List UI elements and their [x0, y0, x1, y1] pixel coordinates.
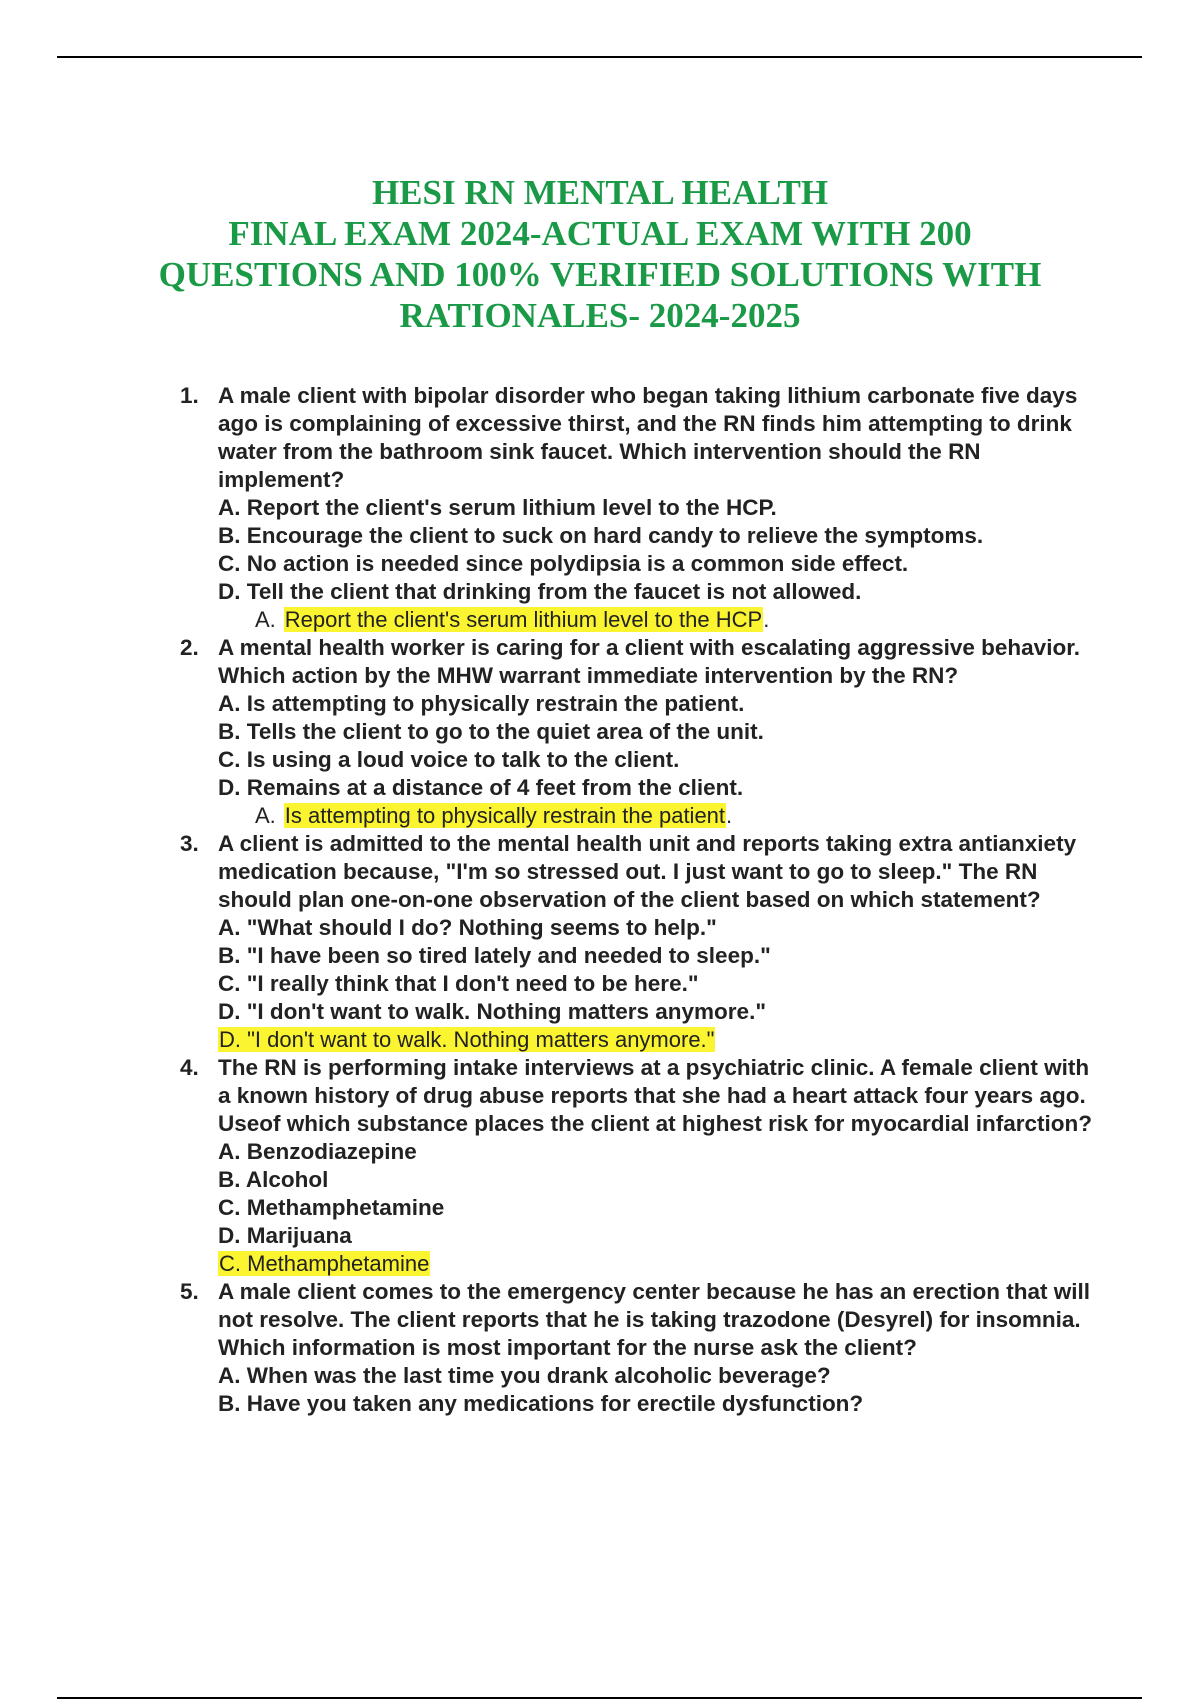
question-number: 2.	[180, 635, 199, 660]
option-a: A. Report the client's serum lithium level to the HCP.	[218, 495, 777, 520]
answer-line	[218, 802, 1100, 830]
answer-highlight: Report the client's serum lithium level to the HCP	[284, 607, 763, 632]
question-4	[180, 1054, 1100, 1278]
title-line: RATIONALES- 2024-2025	[399, 296, 801, 335]
question-text: A male client comes to the emergency center because he has an erection that will not resolve. The client reports that he is taking trazodone (Desyrel) for insomnia. Which information is most important for the nurse ask the client?	[218, 1279, 1090, 1360]
bottom-rule	[57, 1697, 1142, 1699]
option-d: D. Remains at a distance of 4 feet from the client.	[218, 775, 744, 800]
option-d: D. Marijuana	[218, 1223, 352, 1248]
answer-highlight: D. "I don't want to walk. Nothing matters anymore."	[219, 1027, 715, 1052]
question-number: 3.	[180, 831, 199, 856]
question-text: A mental health worker is caring for a client with escalating aggressive behavior. Which action by the MHW warrant immediate intervention by the RN?	[218, 635, 1080, 688]
question-1	[180, 382, 1100, 634]
question-text: The RN is performing intake interviews at a psychiatric clinic. A female client with a known history of drug abuse reports that she had a heart attack four years ago. Useof which substance places the client at highest risk for myocardial infarction?	[218, 1055, 1092, 1136]
option-b: B. Encourage the client to suck on hard candy to relieve the symptoms.	[218, 523, 984, 548]
option-c: C. No action is needed since polydipsia is a common side effect.	[218, 551, 909, 576]
answer-suffix: .	[726, 803, 733, 828]
question-text: A male client with bipolar disorder who began taking lithium carbonate five days ago is complaining of excessive thirst, and the RN finds him attempting to drink water from the bathroom sink faucet. Which intervention should the RN implement?	[218, 383, 1078, 492]
option-a: A. "What should I do? Nothing seems to help."	[218, 915, 717, 940]
option-c: C. Methamphetamine	[218, 1195, 445, 1220]
answer-highlight: C. Methamphetamine	[219, 1251, 430, 1276]
document-title	[60, 172, 1140, 336]
option-a: A. When was the last time you drank alcoholic beverage?	[218, 1363, 831, 1388]
option-c: C. "I really think that I don't need to be here."	[218, 971, 699, 996]
answer-letter: A.	[255, 607, 276, 632]
question-5	[180, 1278, 1100, 1418]
question-2	[180, 634, 1100, 830]
option-c: C. Is using a loud voice to talk to the client.	[218, 747, 680, 772]
option-d: D. "I don't want to walk. Nothing matters anymore."	[218, 999, 766, 1024]
option-b: B. Tells the client to go to the quiet area of the unit.	[218, 719, 764, 744]
option-a: A. Is attempting to physically restrain the patient.	[218, 691, 745, 716]
title-line: FINAL EXAM 2024-ACTUAL EXAM WITH 200	[228, 214, 972, 253]
answer-highlight: Is attempting to physically restrain the patient	[284, 803, 726, 828]
question-3	[180, 830, 1100, 1054]
question-text: A client is admitted to the mental health unit and reports taking extra antianxiety medication because, "I'm so stressed out. I just want to go to sleep." The RN should plan one-on-one observation of the client based on which statement?	[218, 831, 1077, 912]
option-a: A. Benzodiazepine	[218, 1139, 417, 1164]
top-rule	[57, 56, 1142, 58]
title-line: HESI RN MENTAL HEALTH	[371, 173, 829, 212]
question-list	[180, 382, 1100, 1418]
question-number: 1.	[180, 383, 199, 408]
answer-line	[218, 1026, 1100, 1054]
option-b: B. Alcohol	[218, 1167, 329, 1192]
answer-line	[218, 1250, 1100, 1278]
answer-letter: A.	[255, 803, 276, 828]
option-d: D. Tell the client that drinking from the faucet is not allowed.	[218, 579, 862, 604]
question-number: 5.	[180, 1279, 199, 1304]
option-b: B. "I have been so tired lately and needed to sleep."	[218, 943, 771, 968]
answer-suffix: .	[763, 607, 770, 632]
title-line: QUESTIONS AND 100% VERIFIED SOLUTIONS WITH	[158, 255, 1042, 294]
answer-line	[218, 606, 1100, 634]
question-number: 4.	[180, 1055, 199, 1080]
option-b: B. Have you taken any medications for erectile dysfunction?	[218, 1391, 864, 1416]
